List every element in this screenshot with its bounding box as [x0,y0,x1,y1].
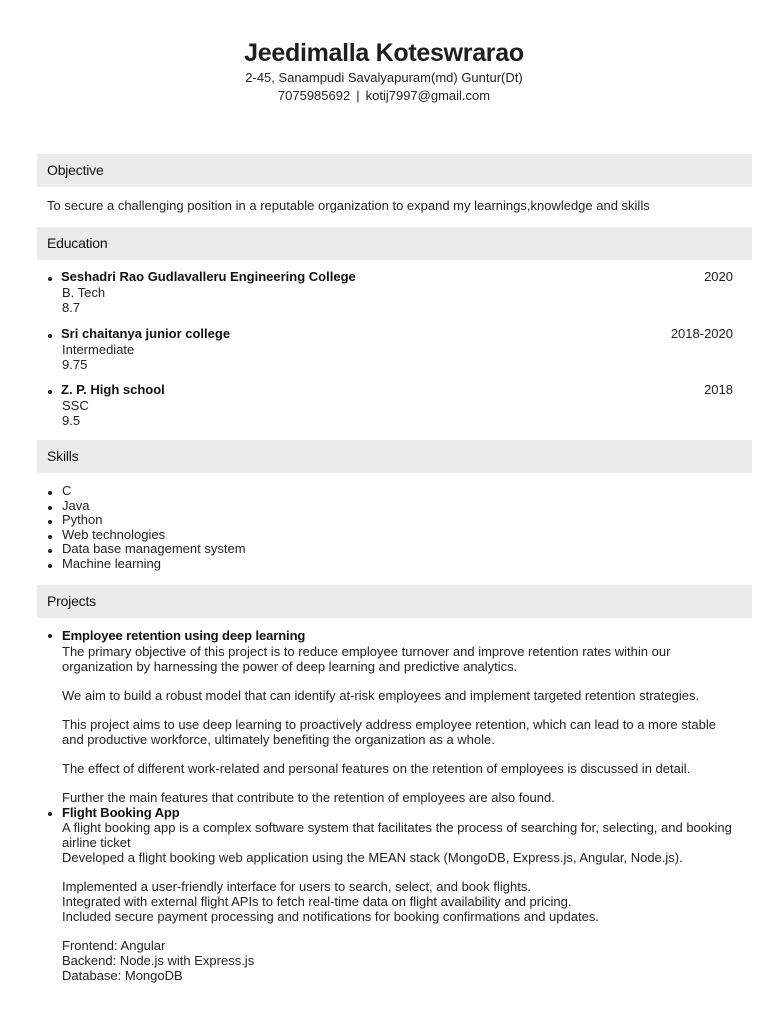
project-paragraph: Further the main features that contribute to the retention of employees are also found. [62,790,555,805]
project-line: Frontend: Angular [62,938,166,953]
education-degree: SSC [62,398,89,413]
skill-item: Machine learning [47,557,737,572]
project-line: Included secure payment processing and notifications for booking confirmations and updates. [62,909,599,924]
candidate-name: Jeedimalla Koteswrarao [244,39,524,67]
education-year: 2018 [704,382,733,397]
project-line: Implemented a user-friendly interface for users to search, select, and book flights. [62,879,531,894]
project-line: A flight booking app is a complex software system that facilitates the process of searching for, selecting, and booking airline ticket [62,820,732,850]
project-paragraph: We aim to build a robust model that can identify at-risk employees and implement targeted retention strategies. [62,688,700,703]
education-score: 9.5 [62,413,81,428]
project-spacer [62,865,737,879]
project-paragraph: The primary objective of this project is to reduce employee turnover and improve retention rates within our organization by harnessing the power of deep learning and predictive analytics. [62,644,671,674]
project-spacer [62,924,737,938]
email-address: kotij7997@gmail.com [365,88,491,103]
project-line: Developed a flight booking web application using the MEAN stack (MongoDB, Express.js, Angular, Node.js). [62,850,683,865]
skill-item: Web technologies [47,528,737,543]
skills-list [47,484,737,571]
section-title-skills: Skills [37,440,752,473]
education-degree: B. Tech [62,285,106,300]
address: 2-45, Sanampudi Savalyapuram(md) Guntur(Dt) [245,70,523,85]
skills-list-container [47,484,737,571]
contact-separator: | [356,88,360,103]
project-line: Integrated with external flight APIs to fetch real-time data on flight availability and pricing. [62,894,572,909]
section-title-education: Education [37,227,752,260]
project-item [47,627,737,805]
skill-item: Java [47,499,737,514]
education-institution: Z. P. High school [61,382,165,397]
education-score: 9.75 [62,357,88,372]
education-year: 2018-2020 [670,326,733,341]
phone-number: 7075985692 [277,88,351,103]
education-institution: Sri chaitanya junior college [61,326,231,341]
project-paragraph: This project aims to use deep learning to proactively address employee retention, which can lead to a more stable and productive workforce, ultimately benefiting the organization as a whole. [62,717,716,747]
projects-list-container [47,627,737,983]
project-paragraph: The effect of different work-related and personal features on the retention of employees is discussed in detail. [62,761,691,776]
objective-text: To secure a challenging position in a reputable organization to expand my learnings,knowledge and skills [47,198,650,213]
skill-item: C [47,484,737,499]
education-item [47,381,733,428]
resume-header [0,0,768,105]
skill-item: Data base management system [47,542,737,557]
education-year: 2020 [704,269,733,284]
section-title-objective: Objective [37,154,752,187]
project-line: Database: MongoDB [62,968,183,983]
education-item [47,325,733,372]
section-title-projects: Projects [37,585,752,618]
contact-line [0,87,768,105]
project-title: Flight Booking App [62,805,180,820]
education-degree: Intermediate [62,342,135,357]
project-title: Employee retention using deep learning [62,628,306,643]
education-score: 8.7 [62,300,81,315]
project-item [47,805,737,983]
education-institution: Seshadri Rao Gudlavalleru Engineering College [61,269,356,284]
education-item [47,268,733,315]
projects-list [47,627,737,983]
skill-item: Python [47,513,737,528]
project-line: Backend: Node.js with Express.js [62,953,255,968]
